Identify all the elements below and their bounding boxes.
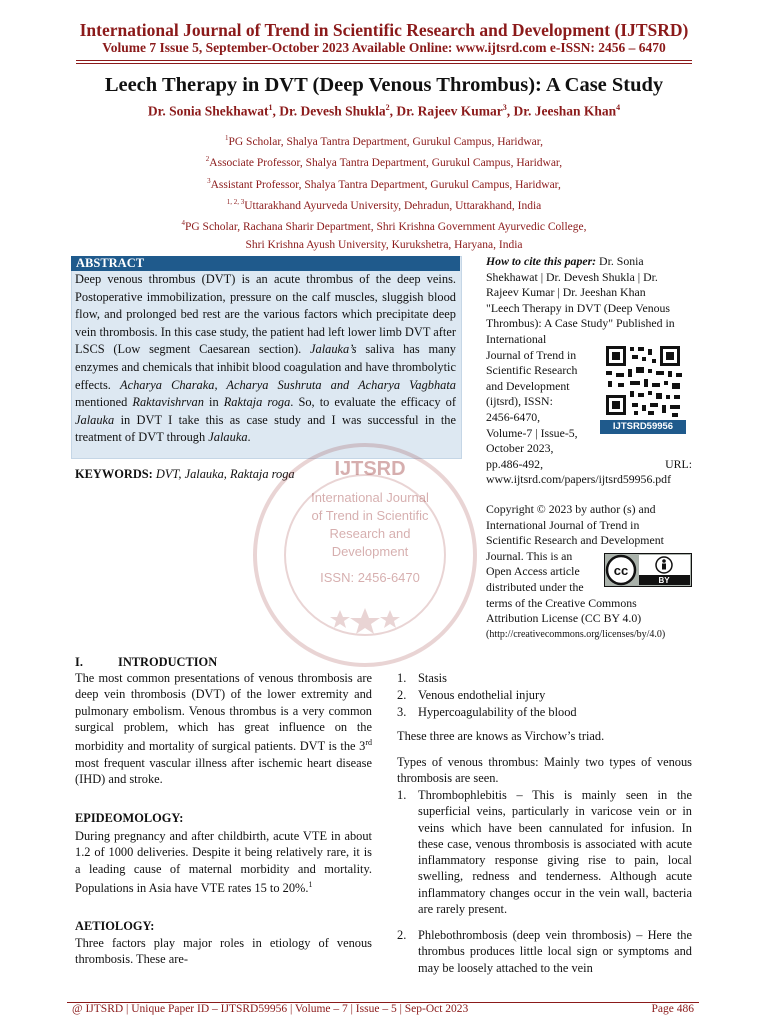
watermark-line: Development — [331, 544, 409, 559]
citation-line: 2456-6470, — [486, 409, 541, 424]
list-number: 3. — [397, 705, 407, 719]
keywords-value: DVT, Jalauka, Raktaja roga — [152, 467, 295, 481]
journal-title: International Journal of Trend in Scientific Research and Development (IJTSRD) — [79, 20, 689, 40]
affiliation-text: Associate Professor, Shalya Tantra Department, Gurukul Campus, Haridwar, — [209, 157, 563, 170]
affiliation-text: PG Scholar, Shalya Tantra Department, Gurukul Campus, Haridwar, — [228, 135, 544, 148]
affiliation-text: Shri Krishna Ayush University, Kurukshetra, Haryana, India — [245, 238, 523, 251]
affiliation-line — [0, 173, 768, 194]
citation-text: Dr. Sonia — [596, 254, 644, 268]
watermark-name: IJTSRD — [334, 458, 406, 480]
list-number: 1. — [397, 788, 407, 802]
author-affil-sup: 4 — [616, 103, 621, 112]
cc-by-license-badge — [604, 553, 692, 587]
abstract-part: mentioned — [75, 395, 133, 410]
affiliation-line — [0, 194, 768, 215]
affiliation-sup: 2 — [205, 155, 210, 164]
affiliation-line — [0, 215, 768, 236]
abstract-heading: ABSTRACT — [71, 256, 460, 271]
abstract-italic: Raktavishrvan — [132, 395, 204, 410]
epidemiology-sup: 1 — [308, 879, 313, 889]
list-text: Venous endothelial injury — [418, 688, 546, 702]
epidemiology-part: During pregnancy and after childbirth, acute VTE in about 1.2 of 1000 deliveries. Despite it being relatively rare, it is a leading cause of maternal morbidity and mortality. Populations in Asia have VTE rates 15 to 20%. — [75, 829, 372, 896]
affiliation-text: Assistant Professor, Shalya Tantra Department, Gurukul Campus, Haridwar, — [210, 178, 561, 191]
list-number: 2. — [397, 688, 407, 702]
citation-line: (ijtsrd), ISSN: — [486, 394, 553, 409]
journal-issue-line: Volume 7 Issue 5, September-October 2023 Available Online: www.ijtsrd.com e-ISSN: 2456 – 6470 — [102, 40, 666, 55]
list-text: Hypercoagulability of the blood — [418, 705, 577, 719]
author-separator: , — [389, 103, 397, 119]
citation-line: October 2023, — [486, 441, 554, 456]
epidemiology-text — [75, 828, 372, 896]
abstract-part: . — [247, 430, 251, 445]
list-number: 1. — [397, 671, 407, 685]
citation-line: Shekhawat | Dr. Devesh Shukla | Dr. — [486, 269, 658, 284]
affiliations — [0, 130, 768, 254]
qr-paper-id: IJTSRD59956 — [600, 420, 686, 434]
epidemiology-heading: EPIDEOMOLOGY: — [75, 811, 184, 825]
author-name: Dr. Sonia Shekhawat — [147, 103, 269, 119]
qr-code-icon — [600, 343, 686, 419]
copyright-line: Attribution License (CC BY 4.0) — [486, 611, 642, 626]
abstract-italic: Jalauka’s — [310, 342, 357, 357]
copyright-line: Open Access article — [486, 564, 580, 579]
citation-line: International — [486, 331, 547, 346]
citation-line — [486, 457, 692, 473]
keywords-label: KEYWORDS: — [75, 467, 153, 481]
header-divider — [76, 60, 692, 61]
abstract-italic: Jalauka — [75, 412, 115, 427]
citation-pages: pp.486-492, — [486, 456, 544, 471]
citation-line: Journal of Trend in — [486, 347, 577, 362]
abstract-text — [75, 271, 456, 447]
citation-narrow — [486, 332, 590, 457]
introduction-sup: rd — [365, 738, 372, 748]
abstract-italic: Jalauka — [208, 430, 248, 445]
author-affil-sup: 3 — [502, 103, 507, 112]
watermark-line: of Trend in Scientific — [311, 508, 429, 523]
affiliation-line — [0, 151, 768, 172]
qr-code — [600, 343, 686, 435]
citation-url[interactable]: www.ijtsrd.com/papers/ijtsrd59956.pdf — [486, 472, 672, 487]
types-list-item — [397, 927, 692, 976]
copyright-line: International Journal of Trend in — [486, 517, 640, 532]
copyright-line: Scientific Research and Development — [486, 533, 664, 548]
author-name: Dr. Jeeshan Khan — [513, 103, 617, 119]
types-intro: Types of venous thrombus: Mainly two types of venous thrombosis are seen. — [397, 755, 692, 786]
citation-label: How to cite this paper: — [486, 254, 597, 268]
introduction-heading — [75, 654, 372, 670]
list-text: Stasis — [418, 671, 447, 685]
by-badge-text: BY — [658, 576, 670, 585]
abstract-part: . So, to evaluate the efficacy of — [290, 395, 457, 410]
abstract-italic: Raktaja roga — [223, 395, 291, 410]
watermark-line: International Journal — [311, 490, 429, 505]
author-affil-sup: 1 — [268, 103, 273, 112]
introduction-part: most frequent vascular illness after ischemic heart disease (IHD) and stroke. — [75, 755, 372, 786]
author-separator: , — [272, 103, 280, 119]
citation-line: Thrombus): A Case Study" Published in — [486, 316, 675, 331]
abstract-italic: Acharya Charaka, Acharya Sushruta and Acharya Vagbhata — [120, 377, 456, 392]
author-affil-sup: 2 — [385, 103, 390, 112]
affiliation-sup: 3 — [207, 176, 211, 185]
watermark-line: Research and — [329, 526, 411, 541]
copyright-line: Journal. This is an — [486, 548, 573, 563]
section-title: INTRODUCTION — [118, 655, 218, 669]
page-footer — [72, 1003, 694, 1015]
cc-badge-text: cc — [613, 563, 629, 578]
header-divider-2 — [76, 63, 692, 64]
affiliation-line — [0, 130, 768, 151]
citation-line: Volume-7 | Issue-5, — [486, 425, 578, 440]
copyright-line: distributed under the — [486, 579, 584, 594]
affiliation-line — [0, 237, 768, 255]
abstract-part: saliva has many enzymes and chemicals that inhibit blood coagulation and have thrombolytic effects. — [75, 342, 456, 392]
author-name: Dr. Devesh Shukla — [279, 103, 386, 119]
aetiology-heading: AETIOLOGY: — [75, 919, 155, 933]
footer-info: @ IJTSRD | Unique Paper ID – IJTSRD59956 | Volume – 7 | Issue – 5 | Sep-Oct 2023 — [72, 1003, 469, 1015]
author-list — [0, 103, 768, 120]
citation-line — [486, 254, 692, 270]
citation-line: Rajeev Kumar | Dr. Jeeshan Khan — [486, 285, 646, 300]
affiliation-sup: 4 — [181, 219, 185, 228]
abstract-part: Deep venous thrombus (DVT) is an acute thrombus of the deep veins. Postoperative immobilization, pressure on the calf muscles, sluggish blood flow, and prolonged bed rest are the various factors which precipitate deep vein thrombosis. In this case study, the patient had left lower limb DVT after LSCS (Low segment Caesarean section). — [75, 272, 456, 357]
virchow-text: These three are knows as Virchow’s triad. — [397, 729, 605, 743]
copyright-line: Copyright © 2023 by author (s) and — [486, 502, 656, 516]
citation-line: "Leech Therapy in DVT (Deep Venous — [486, 300, 671, 315]
affiliation-text: PG Scholar, Rachana Sharir Department, Shri Krishna Government Ayurvedic College, — [184, 221, 587, 234]
copyright-narrow — [486, 549, 602, 596]
affiliation-text: Uttarakhand Ayurveda University, Dehradun, Uttarakhand, India — [244, 199, 542, 212]
citation-line: Scientific Research — [486, 363, 578, 378]
paper-title: Leech Therapy in DVT (Deep Venous Thrombus): A Case Study — [104, 74, 664, 96]
abstract-part: in — [203, 395, 224, 410]
copyright-line: terms of the Creative Commons — [486, 595, 637, 610]
license-url[interactable]: (http://creativecommons.org/licenses/by/4.0) — [486, 628, 666, 640]
citation-url-label: URL: — [665, 456, 692, 471]
author-separator: , — [506, 103, 514, 119]
abstract-part: in DVT I take this as case study and I was successful in the treatment of DVT through — [75, 412, 456, 445]
section-number: I. — [75, 655, 83, 669]
author-name: Dr. Rajeev Kumar — [396, 103, 503, 119]
introduction-text — [75, 670, 372, 787]
list-number: 2. — [397, 928, 407, 942]
types-list-item — [397, 787, 692, 917]
introduction-part: The most common presentations of venous thrombosis are deep vein thrombosis (DVT) of the lower extremity and pulmonary embolism. Venous thrombus is a very common surgical problem, which has great influence on the morbidity and mortality of surgical patients. DVT is the 3 — [75, 671, 372, 754]
list-text: Phlebothrombosis (deep vein thrombosis) – Here the thrombus produces little local sign or symptoms and may be loosely attached to the vein — [418, 928, 692, 975]
affiliation-sup: 1 — [224, 134, 229, 142]
aetiology-text: Three factors play major roles in etiology of venous thrombosis. These are- — [75, 936, 372, 967]
citation-line: and Development — [486, 378, 570, 393]
list-text: Thrombophlebitis – This is mainly seen in the superficial veins, particularly in varicose vein or in veins which have been cannulated for infusion. In these case, venous thrombosis is associated with acute inflammatory response giving rise to pain, local swelling, redness and tenderness. Although acute inflammatory changes occur in the vein wall, bacteria are rarely present. — [418, 788, 692, 917]
factor-list — [397, 670, 692, 722]
affiliation-sup: 1, 2, 3 — [226, 197, 245, 206]
page-number: Page 486 — [651, 1003, 694, 1015]
watermark-issn: ISSN: 2456-6470 — [320, 570, 420, 585]
